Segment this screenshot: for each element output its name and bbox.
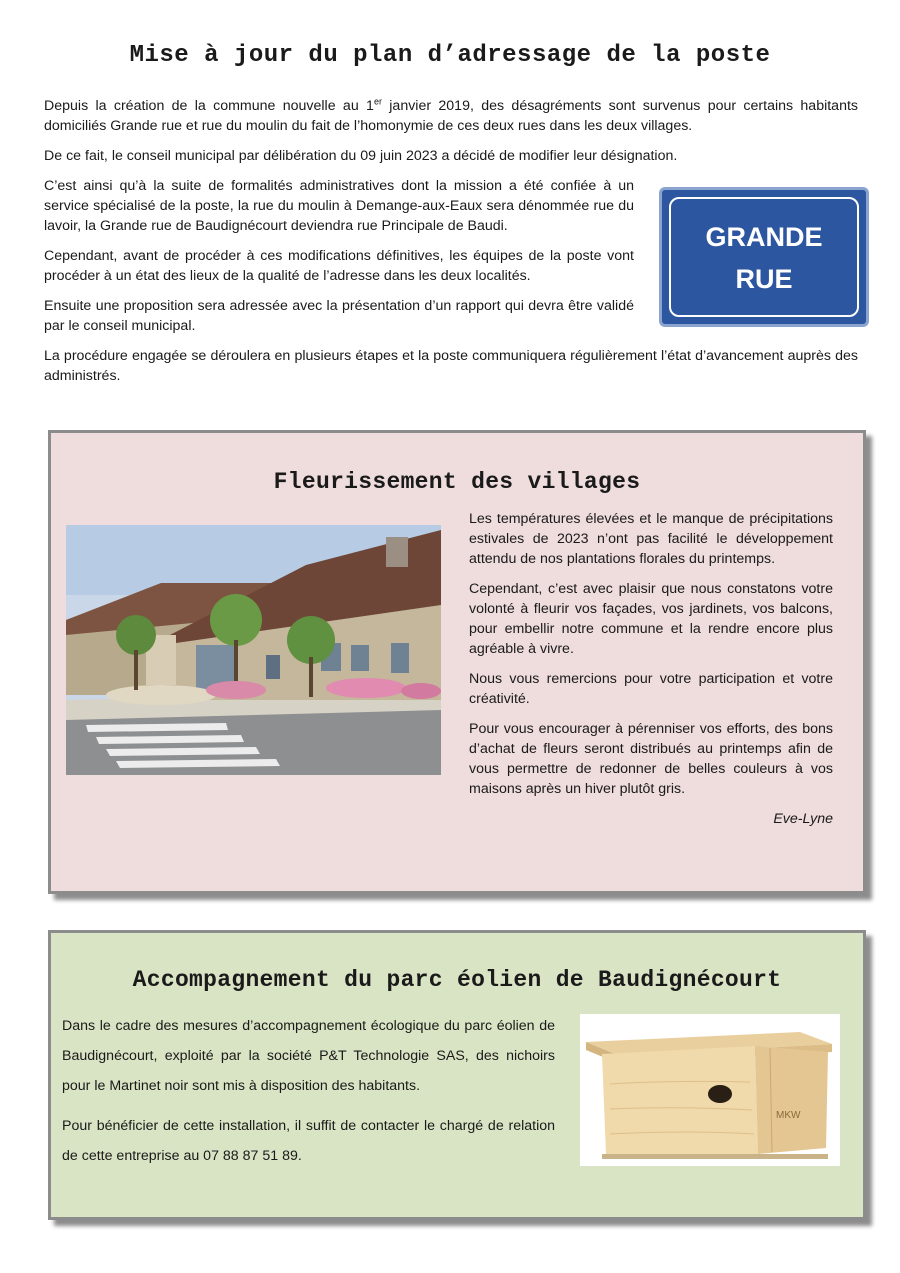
street-sign-line-1: GRANDE <box>705 222 823 252</box>
village-photo-svg <box>66 525 441 775</box>
fleurissement-signature: Eve-Lyne <box>773 811 833 827</box>
nichoir-photo <box>580 1014 840 1166</box>
eolien-title: Accompagnement du parc éolien de Baudignécourt <box>132 967 782 993</box>
fleurissement-paragraph-2: Cependant, c’est avec plaisir que nous constatons votre volonté à fleurir vos façades, vos jardinets, vos balcons, pour embellir notre commune et la rendre encore plus agréable à vivre. <box>469 581 833 657</box>
fleurissement-title: Fleurissement des villages <box>273 469 641 495</box>
fleurissement-text <box>469 509 833 839</box>
intro-paragraph-6: La procédure engagée se déroulera en plusieurs étapes et la poste communiquera régulièrement l’état d’avancement auprès des administrés. <box>44 348 858 384</box>
nichoir-mark: MKW <box>776 1110 801 1121</box>
page-title: Mise à jour du plan d’adressage de la poste <box>129 42 771 69</box>
fleurissement-paragraph-3: Nous vous remercions pour votre participation et votre créativité. <box>469 671 833 707</box>
village-photo <box>66 525 441 775</box>
fleurissement-paragraph-4: Pour vous encourager à pérenniser vos efforts, des bons d’achat de fleurs seront distribués au printemps afin de vous permettre de redonner de belles couleurs à vos maisons après un hiver plutôt gris. <box>469 721 833 797</box>
eolien-panel <box>48 930 866 1220</box>
intro-paragraph-3: C’est ainsi qu’à la suite de formalités administratives dont la mission a été confiée à un service spécialisé de la poste, la rue du moulin à Demange-aux-Eaux sera dénommée rue du lavoir, la Grande rue de Baudignécourt deviendra rue Principale de Baudi. <box>44 178 634 234</box>
street-sign-image <box>659 187 869 327</box>
intro-paragraph-4: Cependant, avant de procéder à ces modifications définitives, les équipes de la poste vont procéder à un état des lieux de la qualité de l’adresse dans les deux localités. <box>44 248 634 284</box>
eolien-paragraph-1: Dans le cadre des mesures d’accompagnement écologique du parc éolien de Baudignécourt, exploité par la société P&T Technologie SAS, des nichoirs pour le Martinet noir sont mis à disposition des habitants. <box>62 1018 555 1094</box>
street-sign-line-2: RUE <box>735 264 793 294</box>
intro-paragraph-2: De ce fait, le conseil municipal par délibération du 09 juin 2023 a décidé de modifier leur désignation. <box>44 148 678 164</box>
street-sign-text <box>662 216 866 300</box>
eolien-paragraph-2: Pour bénéficier de cette installation, il suffit de contacter le chargé de relation de cette entreprise au 07 88 87 51 89. <box>62 1118 555 1164</box>
fleurissement-panel <box>48 430 866 894</box>
eolien-text <box>62 1011 555 1181</box>
intro-paragraph-5: Ensuite une proposition sera adressée avec la présentation d’un rapport qui devra être validé par le conseil municipal. <box>44 298 634 334</box>
fleurissement-paragraph-1: Les températures élevées et le manque de précipitations estivales de 2023 n’ont pas facilité le développement attendu de nos plantations florales du printemps. <box>469 511 833 567</box>
nichoir-svg <box>580 1014 840 1166</box>
intro-paragraph-1: Depuis la création de la commune nouvelle au 1er janvier 2019, des désagréments sont survenus pour certains habitants domiciliés Grande rue et rue du moulin du fait de l’homonymie de ces deux rues dans les deux villages. <box>44 96 859 134</box>
